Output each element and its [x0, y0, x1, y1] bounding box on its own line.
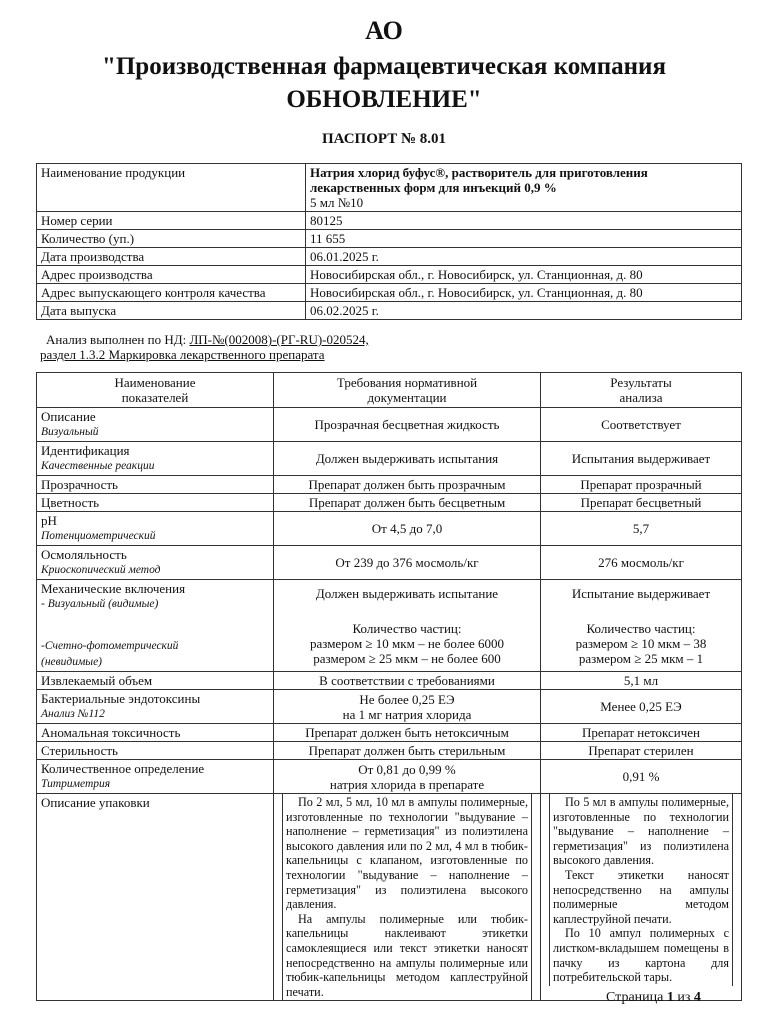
indicator-cell: pH Потенциометрический: [37, 512, 274, 546]
table-row: [37, 494, 742, 512]
packaging-requirement-box: По 2 мл, 5 мл, 10 мл в ампулы полимерные, изготовленные по технологии "выдувание – наполнение – герметизация" из полиэтилена высокого давления или по 2 мл, 4 мл в тюбик-капельницы с клапаном, изготовленные по технологии "выдувание – наполнение – герметизация" из полиэтилена высокого давления. На ампулы полимерные или тюбик-капельницы наклеивают этикетки самоклеящиеся или текст этикетки наносят непосредственно на ампулы полимерные или тюбик-капельницы методом каплеструйной печати.: [282, 794, 532, 1000]
result-cell: Препарат прозрачный: [541, 476, 742, 494]
method: Титриметрия: [41, 778, 111, 790]
table-row: [37, 230, 742, 248]
requirement-cell: От 239 до 376 мосмоль/кг: [274, 546, 541, 580]
requirement-cell: От 4,5 до 7,0: [274, 512, 541, 546]
company-name-line1: "Производственная фармацевтическая компания: [101, 53, 666, 80]
table-header-row: [37, 373, 742, 408]
product-name: Натрия хлорид буфус®, растворитель для приготовления лекарственных форм для инъекций 0,9 %: [310, 165, 648, 195]
result-cell: Испытания выдерживает: [541, 442, 742, 476]
requirement-cell: Должен выдерживать испытание Количество частиц: размером ≥ 10 мкм – не более 6000 размером ≥ 25 мкм – не более 600: [274, 580, 541, 672]
method: -Счетно-фотометрический: [41, 640, 179, 652]
info-label: Адрес выпускающего контроля качества: [37, 284, 306, 302]
table-row: [37, 476, 742, 494]
indicator-cell: Извлекаемый объем: [37, 672, 274, 690]
table-row: [37, 742, 742, 760]
info-value: 06.01.2025 г.: [306, 248, 742, 266]
table-row: [37, 690, 742, 724]
result-cell: Испытание выдерживает Количество частиц: размером ≥ 10 мкм – 38 размером ≥ 25 мкм – 1: [541, 580, 742, 672]
result-cell: 5,1 мл: [541, 672, 742, 690]
requirement-cell: Препарат должен быть бесцветным: [274, 494, 541, 512]
result-cell: 276 мосмоль/кг: [541, 546, 742, 580]
analysis-basis: [46, 332, 369, 348]
table-row: [37, 164, 742, 212]
requirement-cell: Препарат должен быть нетоксичным: [274, 724, 541, 742]
result-cell: 5,7: [541, 512, 742, 546]
nd-section: раздел 1.3.2 Маркировка лекарственного препарата: [40, 347, 325, 362]
requirement-cell: Не более 0,25 ЕЭ на 1 мг натрия хлорида: [274, 690, 541, 724]
table-row: [37, 212, 742, 230]
table-row: [37, 248, 742, 266]
result-cell: Препарат бесцветный: [541, 494, 742, 512]
requirement-cell: Препарат должен быть прозрачным: [274, 476, 541, 494]
table-row: [37, 546, 742, 580]
table-row: [37, 408, 742, 442]
requirement-cell: Прозрачная бесцветная жидкость: [274, 408, 541, 442]
product-info-table: [36, 163, 742, 320]
result-cell: Менее 0,25 ЕЭ: [541, 690, 742, 724]
indicator-cell: Прозрачность: [37, 476, 274, 494]
result-cell: Соответствует: [541, 408, 742, 442]
info-value: [306, 164, 742, 212]
requirement-cell: [274, 794, 541, 1001]
info-label: Наименование продукции: [37, 164, 306, 212]
table-row: [37, 512, 742, 546]
table-row: [37, 302, 742, 320]
indicator-cell: Аномальная токсичность: [37, 724, 274, 742]
table-row: [37, 760, 742, 794]
indicator-cell: Описание упаковки: [37, 794, 274, 1001]
requirement-cell: От 0,81 до 0,99 % натрия хлорида в препарате: [274, 760, 541, 794]
method: (невидимые): [41, 656, 103, 668]
passport-title: ПАСПОРТ № 8.01: [321, 131, 447, 147]
requirement-cell: Препарат должен быть стерильным: [274, 742, 541, 760]
indicator-cell: Бактериальные эндотоксины Анализ №112: [37, 690, 274, 724]
table-row: [37, 442, 742, 476]
packaging-result-box: По 5 мл в ампулы полимерные, изготовленные по технологии "выдувание – наполнение – герметизация" из полиэтилена высокого давления. Текст этикетки наносят непосредственно на ампулы полимерные методом каплеструйной печати. По 10 ампул полимерных с листком-вкладышем помещены в пачку из картона для потребительской тары.: [549, 794, 733, 986]
indicator-cell: Количественное определение Титриметрия: [37, 760, 274, 794]
org-form: АО: [365, 16, 403, 45]
info-label: Адрес производства: [37, 266, 306, 284]
table-row: [37, 672, 742, 690]
indicator-cell: Идентификация Качественные реакции: [37, 442, 274, 476]
info-value: 11 655: [306, 230, 742, 248]
requirement-cell: Должен выдерживать испытания: [274, 442, 541, 476]
info-value: Новосибирская обл., г. Новосибирск, ул. Станционная, д. 80: [306, 266, 742, 284]
info-value: 06.02.2025 г.: [306, 302, 742, 320]
info-label: Количество (уп.): [37, 230, 306, 248]
nd-reference: ЛП-№(002008)-(РГ-RU)-020524,: [189, 332, 369, 347]
info-value: Новосибирская обл., г. Новосибирск, ул. Станционная, д. 80: [306, 284, 742, 302]
table-row: [37, 580, 742, 672]
method: Анализ №112: [41, 708, 105, 720]
method: Качественные реакции: [41, 460, 155, 472]
result-cell: [541, 794, 742, 1001]
header-requirements: Требования нормативной документации: [274, 373, 541, 408]
info-label: Дата выпуска: [37, 302, 306, 320]
indicator-cell: Стерильность: [37, 742, 274, 760]
indicator-cell: Цветность: [37, 494, 274, 512]
page-number: Страница 1 из 4: [606, 990, 701, 1005]
result-cell: 0,91 %: [541, 760, 742, 794]
header-results: Результаты анализа: [541, 373, 742, 408]
analysis-basis-prefix: Анализ выполнен по НД:: [46, 332, 190, 347]
method: Визуальный: [41, 426, 99, 438]
table-row: [37, 794, 742, 1001]
requirement-cell: В соответствии с требованиями: [274, 672, 541, 690]
info-label: Дата производства: [37, 248, 306, 266]
indicator-cell: Описание Визуальный: [37, 408, 274, 442]
company-name-line2: ОБНОВЛЕНИЕ": [286, 86, 482, 113]
indicator-cell: Механические включения - Визуальный (видимые) -Счетно-фотометрический (невидимые): [37, 580, 274, 672]
method: Потенциометрический: [41, 530, 156, 542]
indicator-cell: Осмоляльность Криоскопический метод: [37, 546, 274, 580]
analysis-results-table: [36, 372, 742, 1001]
method: - Визуальный (видимые): [41, 598, 159, 610]
product-pack: 5 мл №10: [310, 195, 364, 210]
info-value: 80125: [306, 212, 742, 230]
table-row: [37, 266, 742, 284]
result-cell: Препарат нетоксичен: [541, 724, 742, 742]
table-row: [37, 284, 742, 302]
method: Криоскопический метод: [41, 564, 161, 576]
table-row: [37, 724, 742, 742]
header-indicator: Наименование показателей: [37, 373, 274, 408]
info-label: Номер серии: [37, 212, 306, 230]
result-cell: Препарат стерилен: [541, 742, 742, 760]
